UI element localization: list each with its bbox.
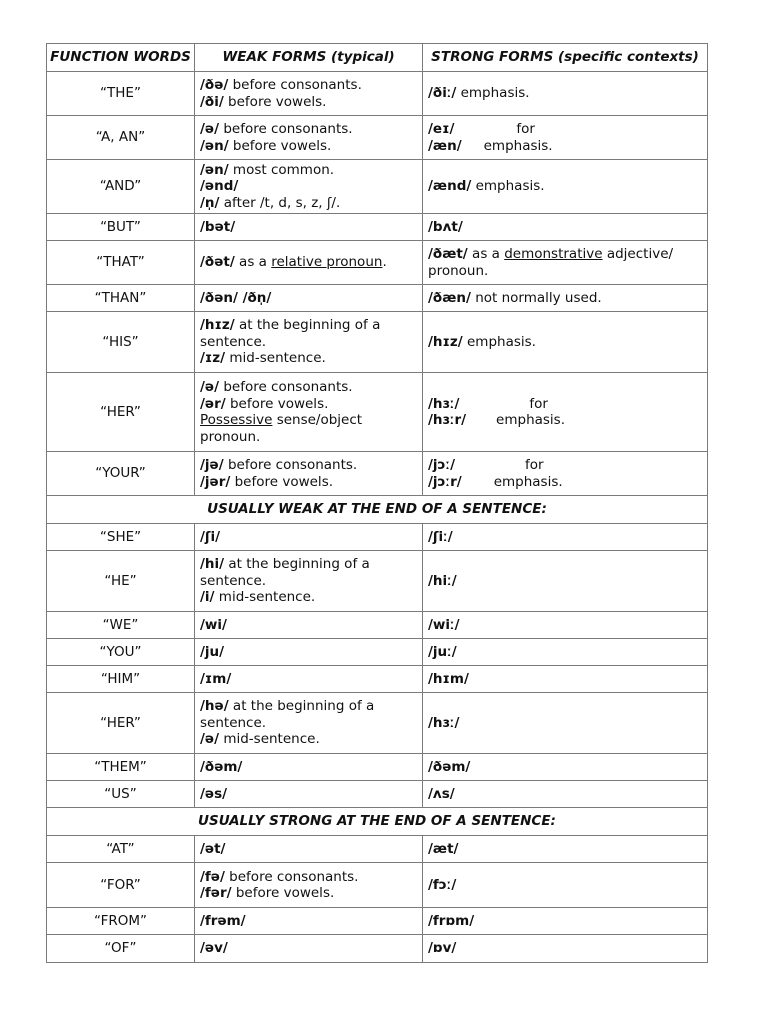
ipa-transcription: /frɒm/ [428, 912, 475, 929]
table-row [47, 373, 708, 452]
form-line [428, 529, 707, 546]
function-word-cell: “WE” [47, 612, 195, 639]
form-line [428, 85, 707, 102]
ipa-transcription: /ət/ [200, 840, 226, 857]
form-line [200, 617, 422, 634]
strong-form-cell [423, 116, 708, 160]
strong-form-cell [423, 612, 708, 639]
ipa-transcription: /ðət/ [200, 254, 235, 271]
weak-form-cell [195, 836, 423, 863]
form-line [428, 121, 707, 138]
strong-form-cell [423, 551, 708, 612]
header-strong-forms: STRONG FORMS (specific contexts) [423, 44, 708, 72]
ipa-transcription: /fər/ [200, 885, 232, 901]
ipa-transcription: /i/ [200, 589, 215, 606]
form-line [200, 474, 422, 491]
function-word-cell: “THE” [47, 72, 195, 116]
form-description: before vowels. [223, 93, 327, 110]
table-row [47, 693, 708, 754]
table-row [47, 551, 708, 612]
form-line [428, 671, 707, 688]
form-description: mid-sentence. [219, 731, 320, 748]
weak-form-cell [195, 160, 423, 214]
form-description: before consonants. [223, 457, 358, 473]
function-words-table [46, 43, 708, 963]
form-description: emphasis. [493, 473, 563, 490]
weak-form-cell [195, 241, 423, 285]
underlined-term: Possessive [200, 412, 273, 428]
table-row [47, 160, 708, 214]
ipa-transcription: /jɔː/ [428, 457, 456, 473]
ipa-transcription: /ðən/ /ðn̩/ [200, 289, 272, 306]
form-line [428, 219, 707, 236]
form-line [428, 877, 707, 894]
table-row [47, 612, 708, 639]
header-function-words: FUNCTION WORDS [47, 44, 195, 72]
form-description: emphasis. [483, 137, 553, 154]
form-line [428, 334, 707, 351]
form-line [428, 246, 707, 279]
ipa-transcription: /jə/ [200, 457, 224, 473]
function-word-cell: “HE” [47, 551, 195, 612]
form-description: before consonants. [219, 121, 353, 137]
weak-form-cell [195, 693, 423, 754]
form-line [200, 786, 422, 803]
weak-form-cell [195, 935, 423, 963]
section-heading: USUALLY STRONG AT THE END OF A SENTENCE: [47, 808, 708, 836]
form-line [200, 731, 422, 748]
form-line [428, 940, 707, 957]
strong-form-cell [423, 214, 708, 241]
ipa-transcription: /eɪ/ [428, 121, 455, 137]
function-word-cell: “FOR” [47, 863, 195, 908]
strong-form-cell [423, 781, 708, 808]
form-description: as a [467, 246, 505, 262]
form-line [200, 219, 422, 236]
ipa-transcription: /frəm/ [200, 912, 246, 929]
form-description: for [525, 457, 544, 473]
weak-form-cell [195, 863, 423, 908]
function-word-cell: “SHE” [47, 524, 195, 551]
ipa-transcription: /hɜː/ [428, 714, 460, 731]
underlined-term: relative pronoun [271, 254, 383, 271]
strong-form-cell [423, 452, 708, 496]
form-description: not normally used. [470, 289, 602, 306]
function-word-cell: “THEM” [47, 754, 195, 781]
weak-form-cell [195, 524, 423, 551]
ipa-transcription: /ænd/ [428, 178, 472, 195]
form-description: as a [234, 254, 272, 271]
form-description: most common. [228, 161, 335, 178]
form-line [200, 379, 422, 396]
form-line [428, 290, 707, 307]
strong-form-cell [423, 666, 708, 693]
form-line [200, 317, 422, 350]
ipa-transcription: /ə/ [200, 379, 220, 395]
ipa-transcription: /æn/ [428, 137, 462, 154]
ipa-transcription: /hɪz/ [200, 317, 235, 334]
form-description: at the beginning of a sentence. [200, 556, 370, 589]
form-description: before vowels. [225, 395, 329, 412]
form-line [428, 715, 707, 732]
function-word-cell: “OF” [47, 935, 195, 963]
table-row [47, 836, 708, 863]
ipa-transcription: /ɒv/ [428, 940, 457, 957]
form-line [200, 254, 422, 271]
form-line [428, 138, 707, 155]
form-line [428, 412, 707, 429]
weak-form-cell [195, 214, 423, 241]
ipa-transcription: /jər/ [200, 473, 231, 490]
form-line [200, 457, 422, 474]
ipa-transcription: /əs/ [200, 785, 228, 802]
form-description: emphasis. [462, 333, 536, 350]
function-word-cell: “HER” [47, 693, 195, 754]
weak-form-cell [195, 312, 423, 373]
ipa-transcription: /ðəm/ [200, 758, 243, 775]
underlined-term: demonstrative [504, 246, 603, 262]
form-line [200, 913, 422, 930]
strong-form-cell [423, 241, 708, 285]
section-heading: USUALLY WEAK AT THE END OF A SENTENCE: [47, 496, 708, 524]
weak-form-cell [195, 373, 423, 452]
function-word-cell: “AND” [47, 160, 195, 214]
ipa-transcription: /ɪz/ [200, 350, 226, 367]
form-line [200, 556, 422, 589]
ipa-transcription: /ən/ [200, 161, 229, 178]
form-description: emphasis. [496, 412, 566, 428]
strong-form-cell [423, 285, 708, 312]
ipa-transcription: /hiː/ [428, 572, 457, 589]
ipa-transcription: /fə/ [200, 868, 225, 885]
table-row [47, 639, 708, 666]
form-description: before consonants. [224, 868, 359, 885]
table-row [47, 285, 708, 312]
form-line [428, 786, 707, 803]
form-description: emphasis. [456, 85, 530, 102]
strong-form-cell [423, 160, 708, 214]
ipa-transcription: /hə/ [200, 698, 229, 715]
form-line [200, 940, 422, 957]
ipa-transcription: /ʃi/ [200, 528, 221, 545]
table-row [47, 524, 708, 551]
ipa-transcription: /hɪz/ [428, 333, 463, 350]
table-row [47, 214, 708, 241]
table-row [47, 781, 708, 808]
form-line [428, 474, 707, 491]
ipa-transcription: /juː/ [428, 643, 457, 660]
form-line [200, 885, 422, 902]
function-word-cell: “THAN” [47, 285, 195, 312]
form-line [200, 178, 422, 195]
table-row [47, 116, 708, 160]
form-description-tail: sense/object pronoun. [200, 412, 363, 445]
form-line [200, 290, 422, 307]
form-line [200, 529, 422, 546]
function-word-cell: “BUT” [47, 214, 195, 241]
form-line [200, 869, 422, 886]
table-row [47, 241, 708, 285]
form-line [428, 178, 707, 195]
weak-form-cell [195, 551, 423, 612]
strong-form-cell [423, 312, 708, 373]
weak-form-cell [195, 781, 423, 808]
ipa-transcription: /ðæn/ [428, 289, 471, 306]
table-row [47, 666, 708, 693]
form-description: before consonants. [219, 379, 353, 395]
ipa-transcription: /æt/ [428, 840, 459, 857]
form-line [428, 457, 707, 474]
ipa-transcription: /ðæt/ [428, 246, 468, 262]
weak-form-cell [195, 639, 423, 666]
form-line [200, 671, 422, 688]
function-word-cell: “AT” [47, 836, 195, 863]
table-row [47, 72, 708, 116]
ipa-transcription: /ðiː/ [428, 85, 457, 102]
section-row [47, 496, 708, 524]
strong-form-cell [423, 836, 708, 863]
weak-form-cell [195, 116, 423, 160]
table-row [47, 863, 708, 908]
weak-form-cell [195, 285, 423, 312]
ipa-transcription: /fɔː/ [428, 876, 457, 893]
ipa-transcription: /hɜː/ [428, 395, 460, 412]
strong-form-cell [423, 754, 708, 781]
form-line [200, 138, 422, 155]
form-line [428, 573, 707, 590]
ipa-transcription: /ənd/ [200, 178, 239, 195]
header-weak-forms: WEAK FORMS (typical) [195, 44, 423, 72]
table-row [47, 935, 708, 963]
strong-form-cell [423, 524, 708, 551]
form-description-tail: adjective/ pronoun. [428, 246, 674, 279]
strong-form-cell [423, 908, 708, 935]
strong-form-cell [423, 693, 708, 754]
form-line [428, 913, 707, 930]
ipa-transcription: /ðəm/ [428, 758, 471, 775]
form-line [428, 841, 707, 858]
function-word-cell: “FROM” [47, 908, 195, 935]
ipa-transcription: /ə/ [200, 121, 220, 137]
form-description: mid-sentence. [225, 350, 326, 367]
ipa-transcription: /hɜːr/ [428, 412, 467, 428]
form-description: before vowels. [231, 885, 335, 901]
ipa-transcription: /bət/ [200, 218, 236, 235]
ipa-transcription: /jɔːr/ [428, 473, 462, 490]
ipa-transcription: /hi/ [200, 556, 225, 573]
function-word-cell: “THAT” [47, 241, 195, 285]
form-line [428, 644, 707, 661]
ipa-transcription: /ju/ [200, 643, 225, 660]
section-row [47, 808, 708, 836]
function-word-cell: “HIS” [47, 312, 195, 373]
ipa-transcription: /ʌs/ [428, 785, 455, 802]
form-description-tail: . [382, 254, 387, 271]
ipa-transcription: /wiː/ [428, 616, 460, 633]
form-line [200, 759, 422, 776]
ipa-transcription: /ən/ [200, 137, 229, 154]
ipa-transcription: /ʃiː/ [428, 528, 453, 545]
function-word-cell: “HIM” [47, 666, 195, 693]
table-row [47, 754, 708, 781]
form-description: emphasis. [471, 178, 545, 195]
function-word-cell: “YOUR” [47, 452, 195, 496]
form-line [200, 412, 422, 445]
form-line [200, 195, 422, 212]
weak-form-cell [195, 908, 423, 935]
ipa-transcription: /hɪm/ [428, 670, 469, 687]
weak-form-cell [195, 452, 423, 496]
header-row [47, 44, 708, 72]
weak-form-cell [195, 666, 423, 693]
ipa-transcription: /ər/ [200, 395, 226, 412]
function-word-cell: “A, AN” [47, 116, 195, 160]
form-description: before vowels. [230, 473, 334, 490]
form-line [200, 644, 422, 661]
strong-form-cell [423, 373, 708, 452]
ipa-transcription: /ði/ [200, 93, 224, 110]
weak-form-cell [195, 754, 423, 781]
form-description: at the beginning of a sentence. [200, 317, 381, 350]
form-line [200, 94, 422, 111]
form-line [200, 841, 422, 858]
table-row [47, 312, 708, 373]
strong-form-cell [423, 935, 708, 963]
form-description: mid-sentence. [214, 589, 316, 606]
ipa-transcription: /n̩/ [200, 194, 220, 211]
form-description: at the beginning of a sentence. [200, 698, 375, 731]
function-word-cell: “HER” [47, 373, 195, 452]
form-description: before vowels. [228, 137, 332, 154]
form-line [200, 698, 422, 731]
weak-form-cell [195, 72, 423, 116]
form-line [428, 396, 707, 413]
weak-form-cell [195, 612, 423, 639]
ipa-transcription: /əv/ [200, 940, 228, 957]
strong-form-cell [423, 863, 708, 908]
function-word-cell: “US” [47, 781, 195, 808]
form-line [428, 617, 707, 634]
form-line [200, 77, 422, 94]
table-row [47, 452, 708, 496]
form-line [200, 162, 422, 179]
form-description: after /t, d, s, z, ʃ/. [219, 194, 341, 211]
function-word-cell: “YOU” [47, 639, 195, 666]
ipa-transcription: /wi/ [200, 616, 227, 633]
form-line [200, 350, 422, 367]
form-line [200, 589, 422, 606]
strong-form-cell [423, 639, 708, 666]
ipa-transcription: /ɪm/ [200, 670, 232, 687]
form-description: before consonants. [228, 77, 362, 93]
ipa-transcription: /bʌt/ [428, 218, 463, 235]
form-line [200, 396, 422, 413]
strong-form-cell [423, 72, 708, 116]
table-row [47, 908, 708, 935]
form-description: for [529, 395, 548, 412]
form-description: for [516, 121, 535, 137]
form-line [200, 121, 422, 138]
ipa-transcription: /ə/ [200, 731, 220, 748]
ipa-transcription: /ðə/ [200, 77, 229, 93]
form-line [428, 759, 707, 776]
